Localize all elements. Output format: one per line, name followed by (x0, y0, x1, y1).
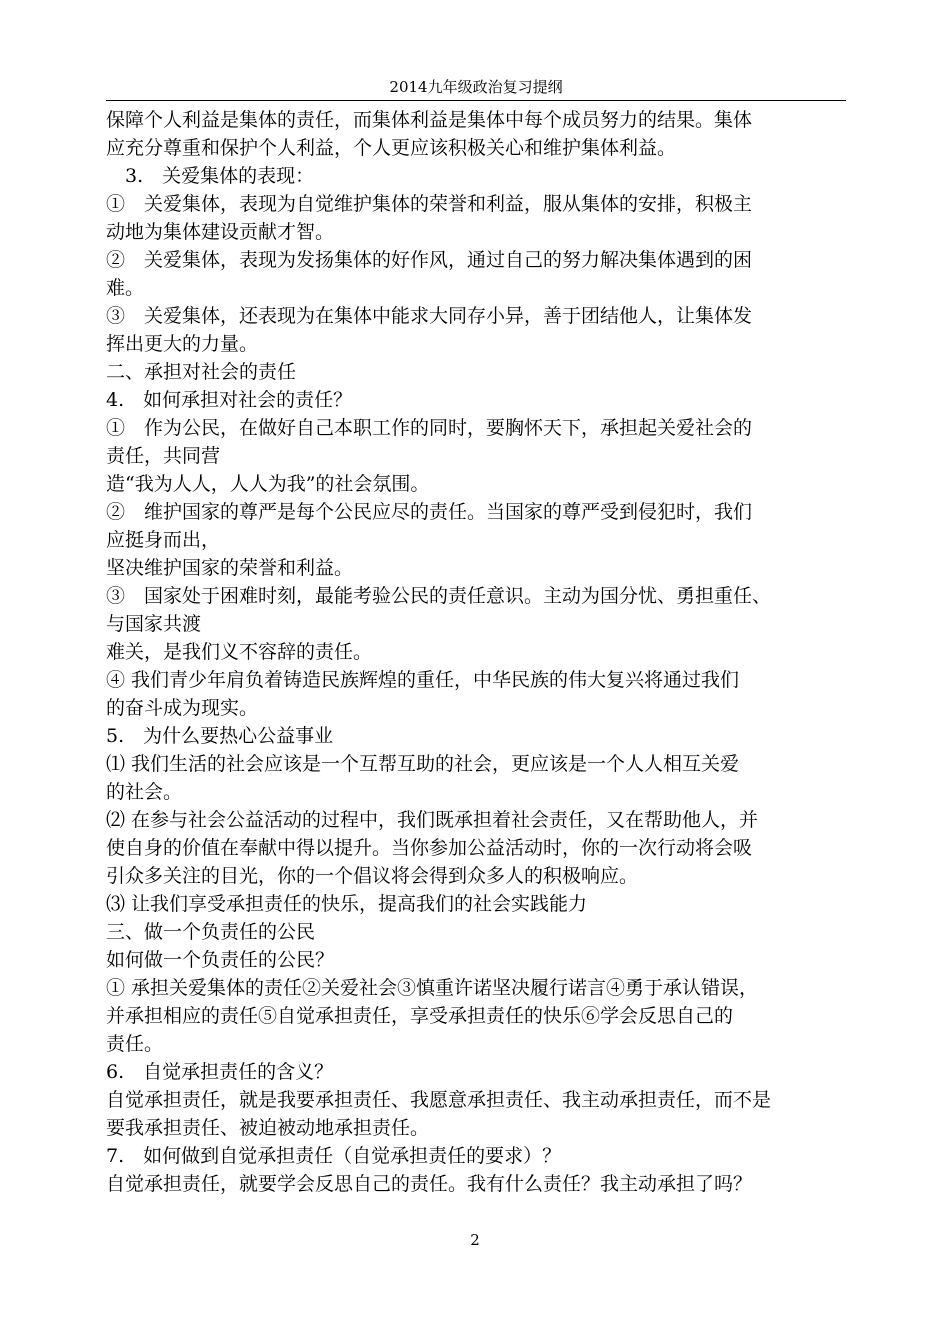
document-body (106, 106, 846, 1198)
text-line: 二、承担对社会的责任 (106, 361, 297, 383)
page-number: 2 (470, 1231, 480, 1249)
text-line: 使自身的价值在奉献中得以提升。当你参加公益活动时，你的一次行动将会吸 (106, 837, 753, 859)
text-line: 自觉承担责任，就要学会反思自己的责任。我有什么责任？我主动承担了吗？ (106, 1173, 753, 1195)
text-line: ② 关爱集体，表现为发扬集体的好作风，通过自己的努力解决集体遇到的困 (106, 249, 753, 271)
text-line: 三、做一个负责任的公民 (106, 921, 316, 943)
text-line: ④ 我们青少年肩负着铸造民族辉煌的重任，中华民族的伟大复兴将通过我们 (106, 669, 740, 691)
text-line: 动地为集体建设贡献才智。 (106, 221, 335, 243)
text-line: ① 承担关爱集体的责任②关爱社会③慎重许诺坚决履行诺言④勇于承认错误， (106, 977, 759, 999)
text-line: 4. 如何承担对社会的责任？ (106, 389, 353, 411)
text-line: ⑵ 在参与社会公益活动的过程中，我们既承担着社会责任，又在帮助他人，并 (106, 809, 759, 831)
text-line: ① 关爱集体，表现为自觉维护集体的荣誉和利益，服从集体的安排，积极主 (106, 193, 753, 215)
text-line: 责任，共同营 (106, 445, 221, 467)
text-line: 应挺身而出， (106, 529, 221, 551)
text-line: 挥出更大的力量。 (106, 333, 259, 355)
text-line: 如何做一个负责任的公民？ (106, 949, 335, 971)
text-line: 造“我为人人，人人为我”的社会氛围。 (106, 473, 430, 495)
text-line: 的奋斗成为现实。 (106, 697, 259, 719)
header-rule (106, 100, 846, 101)
text-line: 引众多关注的目光，你的一个倡议将会得到众多人的积极响应。 (106, 865, 639, 887)
text-line: 7. 如何做到自觉承担责任（自觉承担责任的要求）？ (106, 1145, 562, 1167)
text-line: ③ 关爱集体，还表现为在集体中能求大同存小异，善于团结他人，让集体发 (106, 305, 753, 327)
text-line: 的社会。 (106, 781, 183, 803)
text-line: ① 作为公民，在做好自己本职工作的同时，要胸怀天下，承担起关爱社会的 (106, 417, 753, 439)
text-line: 与国家共渡 (106, 613, 202, 635)
text-line: 责任。 (106, 1033, 164, 1055)
text-line: 应充分尊重和保护个人利益，个人更应该积极关心和维护集体利益。 (106, 137, 677, 159)
text-line: 并承担相应的责任⑤自觉承担责任，享受承担责任的快乐⑥学会反思自己的 (106, 1005, 734, 1027)
text-line: 坚决维护国家的荣誉和利益。 (106, 557, 354, 579)
text-line: 保障个人利益是集体的责任，而集体利益是集体中每个成员努力的结果。集体 (106, 109, 753, 131)
text-line: 6. 自觉承担责任的含义？ (106, 1061, 334, 1083)
text-line: 要我承担责任、被迫被动地承担责任。 (106, 1117, 430, 1139)
page-header: 2014九年级政治复习提纲 (389, 78, 563, 96)
text-line: 难。 (106, 277, 145, 299)
text-line: ② 维护国家的尊严是每个公民应尽的责任。当国家的尊严受到侵犯时，我们 (106, 501, 753, 523)
text-line: 难关，是我们义不容辞的责任。 (106, 641, 373, 663)
text-line: 自觉承担责任，就是我要承担责任、我愿意承担责任、我主动承担责任，而不是 (106, 1089, 772, 1111)
text-line: 3. 关爱集体的表现： (106, 165, 315, 187)
text-line: ⑴ 我们生活的社会应该是一个互帮互助的社会，更应该是一个人人相互关爱 (106, 753, 740, 775)
text-line: ⑶ 让我们享受承担责任的快乐，提高我们的社会实践能力 (106, 893, 588, 915)
text-line: ③ 国家处于困难时刻，最能考验公民的责任意识。主动为国分忧、勇担重任、 (106, 585, 772, 607)
text-line: 5. 为什么要热心公益事业 (106, 725, 334, 747)
